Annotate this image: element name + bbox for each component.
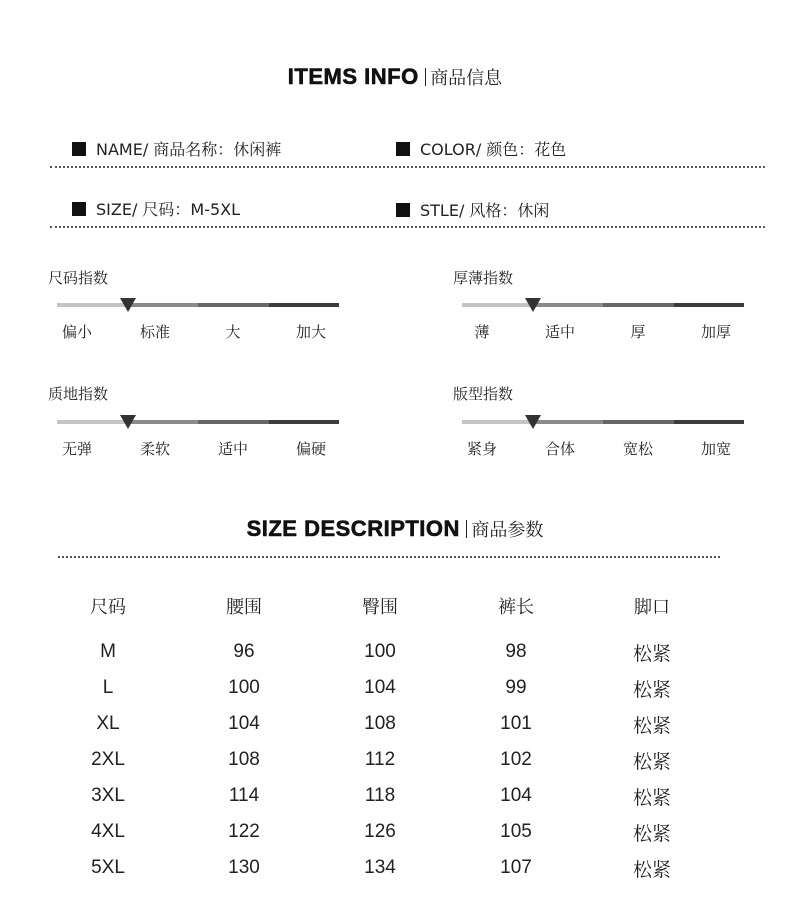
dotted-divider [50,226,765,228]
attr-style-text: STLE/ 风格：休闲 [420,201,550,220]
index-size-marker-icon [120,298,136,312]
index-texture-bar [57,420,339,424]
table-row [40,706,720,742]
index-size-title: 尺码指数 [48,269,109,287]
table-cell: 108 [364,713,396,734]
index-label: 薄 [474,323,490,341]
items-info-heading [0,64,790,90]
index-segment [462,420,533,424]
index-label: 适中 [217,440,248,458]
index-segment [128,420,199,424]
index-fit-bar [462,420,744,424]
index-segment [462,303,533,307]
index-segment [603,303,674,307]
table-cell: 2XL [91,749,125,770]
table-cell: 134 [364,857,396,878]
index-segment [269,303,340,307]
table-header-cell: 腰围 [226,597,262,618]
table-cell: 102 [500,749,532,770]
index-texture-labels [38,438,350,459]
table-cell: M [100,641,116,662]
table-cell: 松紧 [632,751,671,773]
table-header-cell: 尺码 [90,597,126,618]
table-cell: 松紧 [632,787,671,809]
table-cell: 5XL [91,857,125,878]
table-header-cell: 脚口 [634,597,670,618]
index-label: 适中 [544,323,575,341]
index-label: 宽松 [622,440,653,458]
table-cell: 松紧 [632,643,671,665]
size-description-title-en: SIZE DESCRIPTION [246,516,460,541]
table-cell: 100 [364,641,396,662]
table-cell: 99 [505,677,527,698]
table-cell: 105 [500,821,532,842]
index-texture-title: 质地指数 [48,385,109,403]
table-cell: L [102,677,114,698]
table-row [40,634,720,670]
index-label: 大 [225,323,241,341]
index-segment [533,420,604,424]
table-header-row [40,586,720,626]
table-cell: 107 [500,857,532,878]
table-cell: 118 [364,785,396,806]
size-description-title-cn: 商品参数 [471,520,544,541]
square-bullet-icon [72,202,86,216]
square-bullet-icon [396,203,410,217]
index-label: 标准 [139,323,170,341]
table-cell: 104 [500,785,532,806]
square-bullet-icon [72,142,86,156]
table-cell: 4XL [91,821,125,842]
attr-name [72,137,281,160]
table-cell: 松紧 [632,823,671,845]
table-header-cell: 裤长 [498,597,534,618]
index-label: 合体 [544,440,575,458]
index-thickness-marker-icon [525,298,541,312]
index-label: 无弹 [61,440,92,458]
attr-color-text: COLOR/ 颜色：花色 [420,140,567,159]
index-label: 厚 [630,323,646,341]
table-cell: 104 [364,677,396,698]
index-fit-labels [443,438,755,459]
attr-size-text: SIZE/ 尺码：M-5XL [96,200,241,219]
table-cell: 松紧 [632,859,671,881]
index-segment [533,303,604,307]
index-segment [674,303,745,307]
size-table [40,586,720,886]
index-fit-marker-icon [525,415,541,429]
index-size-labels [38,321,350,342]
index-segment [128,303,199,307]
index-label: 柔软 [139,440,170,458]
size-description-heading [0,516,790,542]
attr-size [72,197,240,220]
table-cell: 114 [228,785,260,806]
index-label: 加厚 [700,323,731,341]
index-thickness-labels [443,321,755,342]
index-segment [603,420,674,424]
heading-divider [425,68,427,86]
index-segment [674,420,745,424]
heading-divider [466,520,468,538]
table-row [40,742,720,778]
items-info-title-en: ITEMS INFO [287,64,419,89]
table-cell: 3XL [91,785,125,806]
table-cell: 100 [228,677,260,698]
index-thickness-title: 厚薄指数 [453,269,514,287]
index-label: 加大 [295,323,326,341]
index-label: 紧身 [466,440,497,458]
table-cell: 松紧 [632,715,671,737]
items-info-title-cn: 商品信息 [430,68,503,89]
index-segment [57,303,128,307]
table-cell: 96 [233,641,255,662]
index-segment [269,420,340,424]
dotted-divider [58,556,720,558]
square-bullet-icon [396,142,410,156]
table-row [40,850,720,886]
table-cell: 108 [228,749,260,770]
table-header-cell: 臀围 [362,597,398,618]
index-label: 加宽 [700,440,731,458]
index-label: 偏硬 [295,440,326,458]
table-cell: 126 [364,821,396,842]
table-row [40,778,720,814]
index-segment [57,420,128,424]
table-row [40,670,720,706]
table-row [40,814,720,850]
table-cell: 112 [364,749,396,770]
attr-name-text: NAME/ 商品名称：休闲裤 [96,140,282,159]
index-segment [198,303,269,307]
index-segment [198,420,269,424]
index-label: 偏小 [61,323,92,341]
attr-style [396,198,549,221]
index-fit-title: 版型指数 [453,385,514,403]
table-cell: XL [96,713,120,734]
table-cell: 122 [228,821,260,842]
attr-color [396,137,566,160]
dotted-divider [50,166,765,168]
table-cell: 130 [228,857,260,878]
table-cell: 104 [228,713,260,734]
index-texture-marker-icon [120,415,136,429]
table-cell: 98 [505,641,527,662]
index-size-bar [57,303,339,307]
table-cell: 松紧 [632,679,671,701]
index-thickness-bar [462,303,744,307]
table-cell: 101 [500,713,532,734]
